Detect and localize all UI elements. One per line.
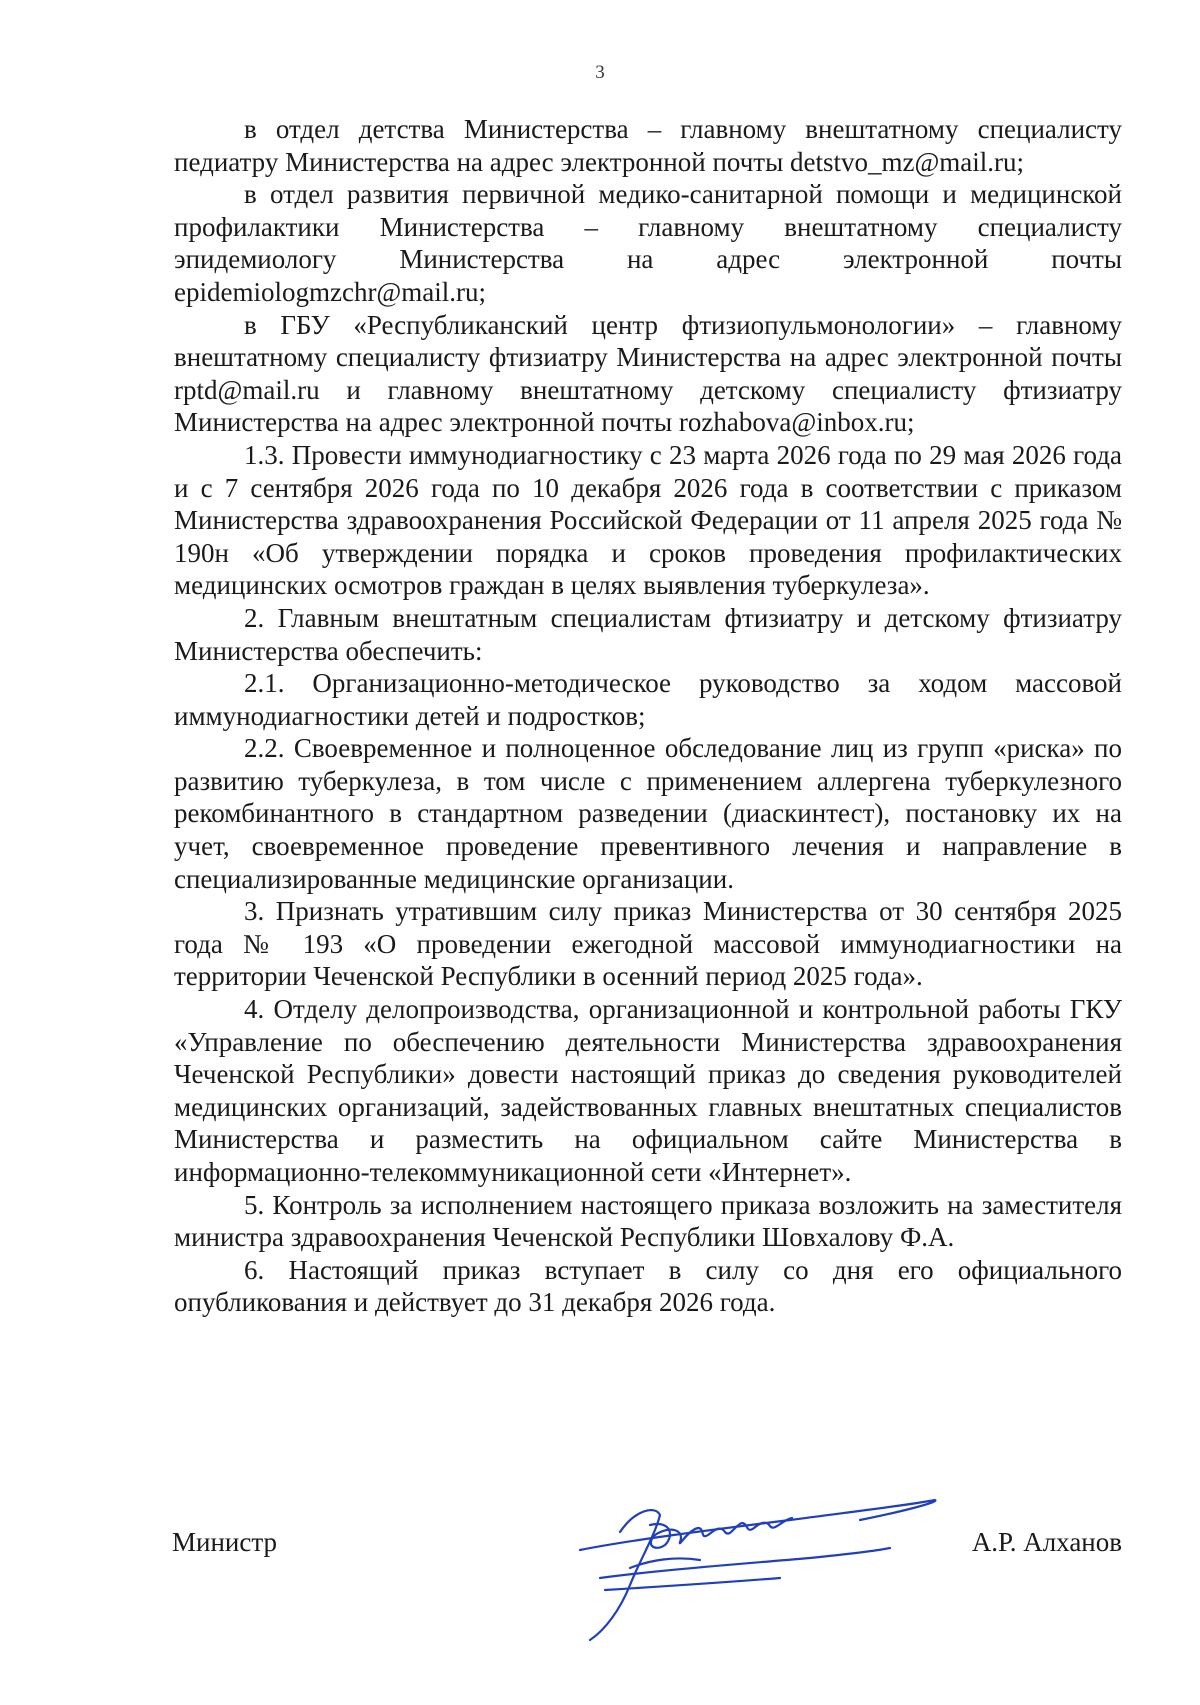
paragraph-6: 6. Настоящий приказ вступает в силу со дня его официального опубликования и действует до 31 декабря 2026 года. — [174, 1254, 1122, 1318]
paragraph-3: 3. Признать утратившим силу приказ Министерства от 30 сентября 2025 года № 193 «О проведении ежегодной массовой иммунодиагностики на территории Чеченской Республики в осенний период 2025 года». — [174, 896, 1122, 992]
page-number: 3 — [595, 62, 605, 83]
document-body — [174, 113, 1122, 1319]
signer-position: Министр — [172, 1527, 277, 1557]
paragraph-ftizio-center: в ГБУ «Республиканский центр фтизиопульмонологии» – главному внештатному специалисту фтизиатру Министерства на адрес электронной почты rptd@mail.ru и главному внештатному детскому специалисту фтизиатру Министерства на адрес электронной почты rozhabova@inbox.ru; — [174, 309, 1122, 438]
paragraph-1-3: 1.3. Провести иммунодиагностику с 23 марта 2026 года по 29 мая 2026 года и с 7 сентября 2026 года по 10 декабря 2026 года в соответствии с приказом Министерства здравоохранения Российской Федерации от 11 апреля 2025 года № 190н «Об утверждении порядка и сроков проведения профилактических медицинских осмотров граждан в целях выявления туберкулеза». — [174, 439, 1122, 601]
paragraph-2-1: 2.1. Организационно-методическое руководство за ходом массовой иммунодиагностики детей и подростков; — [174, 668, 1122, 731]
paragraph-4: 4. Отделу делопроизводства, организационной и контрольной работы ГКУ «Управление по обеспечению деятельности Министерства здравоохранения Чеченской Республики» довести настоящий приказ до сведения руководителей медицинских организаций, задействованных главных внештатных специалистов Министерства и разместить на официальном сайте Министерства в информационно-телекоммуникационной сети «Интернет». — [174, 994, 1122, 1187]
paragraph-detstvo: в отдел детства Министерства – главному внештатному специалисту педиатру Министерства на адрес электронной почты detstvo_mz@mail.ru; — [174, 114, 1122, 177]
signer-name: А.Р. Алханов — [971, 1527, 1122, 1557]
paragraph-epidemiology: в отдел развития первичной медико-санитарной помощи и медицинской профилактики Министерства – главному внештатному специалисту эпидемиологу Министерства на адрес электронной почты epidemiologmzchr@mail.ru; — [174, 179, 1122, 307]
paragraph-2-2: 2.2. Своевременное и полноценное обследование лиц из групп «риска» по развитию туберкулеза, в том числе с применением аллергена туберкулезного рекомбинантного в стандартном разведении (диаскинтест), постановку их на учет, своевременное проведение превентивного лечения и направление в специализированные медицинские организации. — [174, 733, 1122, 894]
paragraph-5: 5. Контроль за исполнением настоящего приказа возложить на заместителя министра здравоохранения Чеченской Республики Шовхалову Ф.А. — [174, 1189, 1122, 1253]
paragraph-2: 2. Главным внештатным специалистам фтизиатру и детскому фтизиатру Министерства обеспечить: — [174, 602, 1122, 666]
handwritten-signature — [560, 1490, 950, 1645]
